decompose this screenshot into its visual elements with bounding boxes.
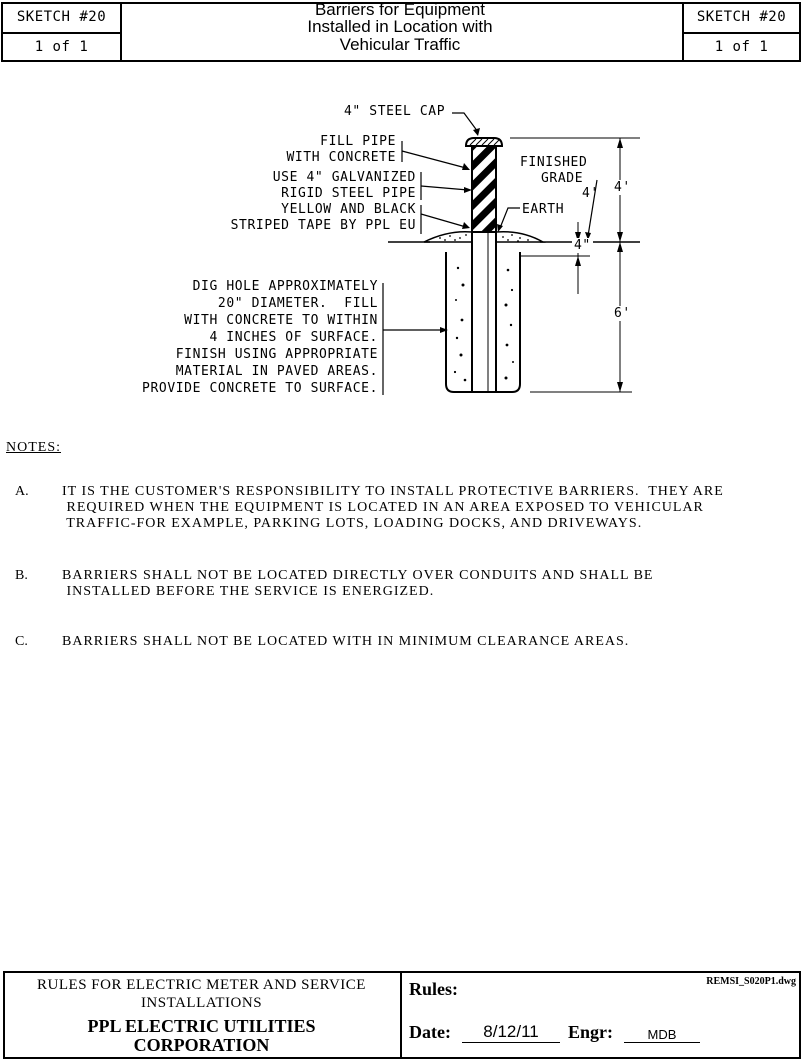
label-dig-5: FINISH USING APPROPRIATE (175, 347, 378, 362)
date-value: 8/12/11 (462, 1022, 560, 1043)
title-line-1: Barriers for Equipment (314, 0, 486, 19)
leader-tape (421, 214, 466, 227)
label-dim-4in: 4" (574, 238, 591, 253)
sketch-number-left: SKETCH #20 (16, 9, 107, 25)
label-fill-pipe-1: FILL PIPE (320, 134, 396, 149)
label-dig-2: 20" DIAMETER. FILL (217, 296, 378, 311)
label-earth: EARTH (522, 202, 565, 217)
rules-label: Rules: (409, 979, 458, 999)
label-galvanized-2: RIGID STEEL PIPE (281, 186, 416, 201)
company-name-2: CORPORATION (133, 1035, 270, 1055)
date-label: Date: (409, 1022, 451, 1042)
page-count-right: 1 of 1 (714, 39, 769, 55)
notes-heading: NOTES: (6, 440, 61, 455)
surface-mound-left (424, 232, 472, 242)
leader-galvanized (421, 186, 468, 190)
label-dig-3: WITH CONCRETE TO WITHIN (184, 313, 378, 328)
label-finished: FINISHED (520, 155, 588, 170)
label-tape-1: YELLOW AND BLACK (281, 202, 416, 217)
label-dig-1: DIG HOLE APPROXIMATELY (192, 279, 378, 294)
leader-fill-pipe (402, 151, 466, 168)
note-a-text: IT IS THE CUSTOMER'S RESPONSIBILITY TO INSTALL PROTECTIVE BARRIERS. THEY ARE REQUIRED WHEN THE EQUIPMENT IS LOCATED IN AN AREA EXPOSED TO VEHICULAR TRAFFIC-FOR EXAMPLE, PARKING LOTS, LOADING DOCKS, AND DRIVEWAYS. (62, 484, 724, 531)
label-dim-6ft: 6' (614, 306, 631, 321)
label-4ft-inner: 4' (582, 186, 599, 201)
leader-earth (500, 208, 520, 228)
label-steel-cap: 4" STEEL CAP (344, 104, 446, 119)
note-c-text: BARRIERS SHALL NOT BE LOCATED WITH IN MINIMUM CLEARANCE AREAS. (62, 634, 630, 649)
note-a-letter: A. (15, 484, 29, 499)
label-fill-pipe-2: WITH CONCRETE (286, 150, 396, 165)
drawing-file: REMSI_S020P1.dwg (706, 976, 796, 987)
label-dig-4: 4 INCHES OF SURFACE. (209, 330, 378, 345)
label-tape-2: STRIPED TAPE BY PPL EU (230, 218, 416, 233)
label-dig-6: MATERIAL IN PAVED AREAS. (175, 364, 378, 379)
sketch-number-right: SKETCH #20 (696, 9, 787, 25)
note-b-text: BARRIERS SHALL NOT BE LOCATED DIRECTLY OVER CONDUITS AND SHALL BE INSTALLED BEFORE THE SERVICE IS ENERGIZED. (62, 568, 654, 599)
footer-divider (400, 971, 402, 1059)
note-b-letter: B. (15, 568, 28, 583)
leader-steel-cap (452, 113, 478, 132)
engr-label: Engr: (568, 1022, 613, 1042)
company-name-1: PPL ELECTRIC UTILITIES (87, 1016, 316, 1036)
concrete-speckle (454, 267, 514, 382)
label-dim-4ft: 4' (614, 180, 631, 195)
note-c-letter: C. (15, 634, 28, 649)
engr-value: MDB (624, 1027, 700, 1043)
label-dig-7: PROVIDE CONCRETE TO SURFACE. (142, 381, 378, 396)
hole-outline (446, 252, 520, 392)
page-count-left: 1 of 1 (34, 39, 89, 55)
pipe-striped (472, 146, 496, 232)
title-line-2: Installed in Location with (307, 17, 493, 36)
label-grade: GRADE (541, 171, 584, 186)
label-galvanized-1: USE 4" GALVANIZED (272, 170, 416, 185)
title-line-3: Vehicular Traffic (339, 35, 461, 54)
rules-title-2: INSTALLATIONS (140, 995, 263, 1011)
rules-title-1: RULES FOR ELECTRIC METER AND SERVICE (37, 977, 366, 993)
